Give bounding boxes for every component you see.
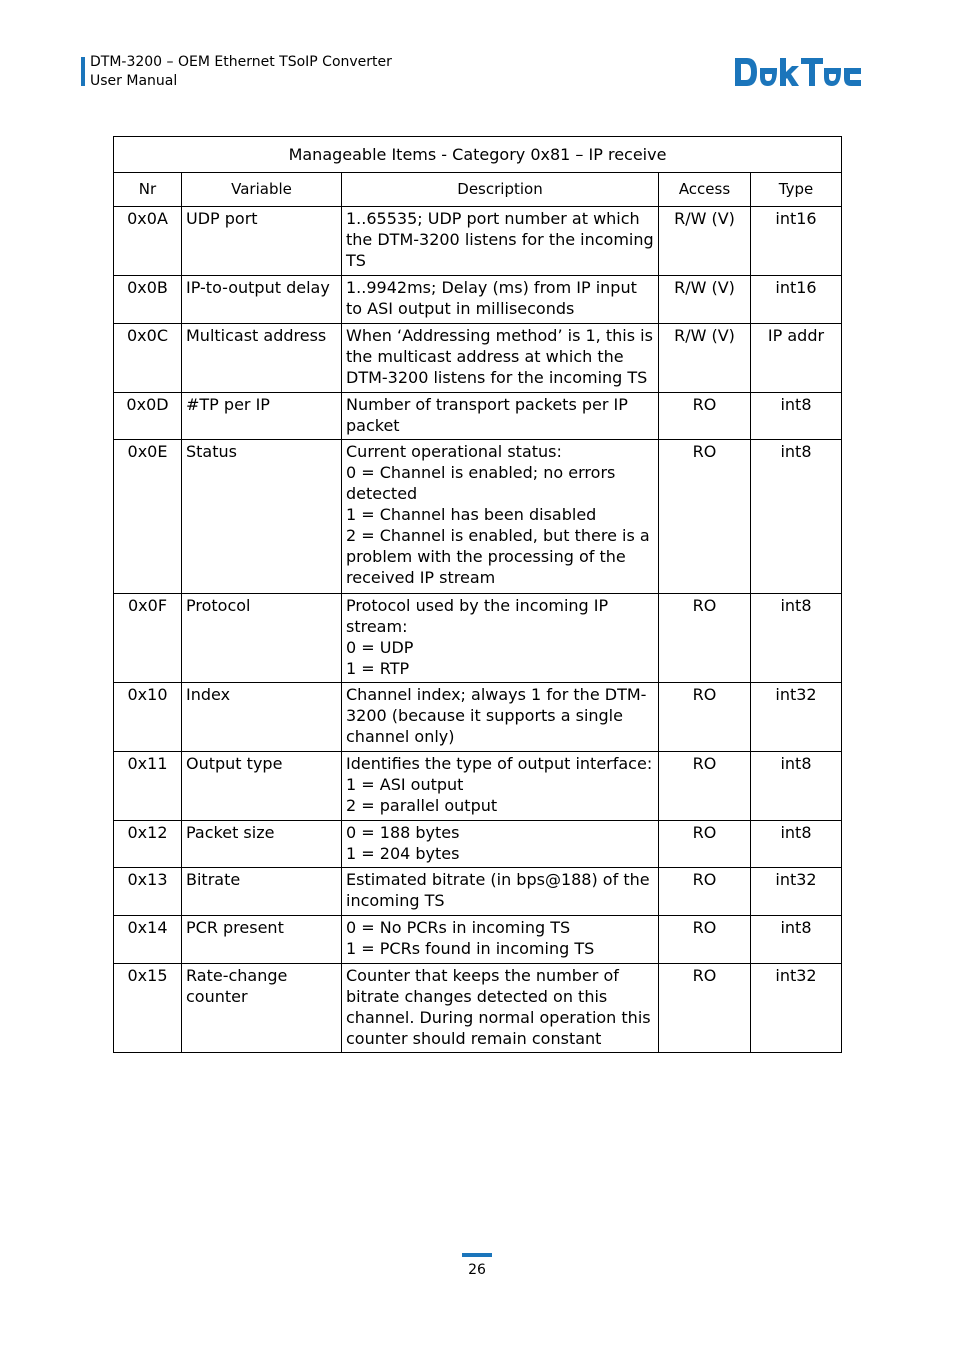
table-row [114,964,842,1053]
table-row [114,752,842,821]
cell-type: IP addr [751,324,842,393]
cell-access: RO [659,964,751,1053]
cell-description: Current operational status: 0 = Channel is enabled; no errors detected 1 = Channel has been disabled 2 = Channel is enabled, but there is a problem with the processing of the received IP stream [342,440,659,594]
table-row [114,683,842,752]
cell-access: RO [659,916,751,964]
cell-variable: Output type [182,752,342,821]
cell-type: int8 [751,393,842,440]
manageable-items-table [113,136,842,1053]
cell-access: R/W (V) [659,324,751,393]
cell-type: int8 [751,821,842,868]
cell-variable: Protocol [182,594,342,683]
cell-nr: 0x15 [114,964,182,1053]
table-row [114,868,842,916]
cell-type: int32 [751,683,842,752]
cell-type: int16 [751,276,842,324]
cell-nr: 0x0D [114,393,182,440]
cell-description: Identifies the type of output interface: 1 = ASI output 2 = parallel output [342,752,659,821]
dektec-logo [735,56,863,88]
cell-nr: 0x0C [114,324,182,393]
cell-access: RO [659,594,751,683]
cell-description: Counter that keeps the number of bitrate changes detected on this channel. During normal operation this counter should remain constant [342,964,659,1053]
cell-variable: IP-to-output delay [182,276,342,324]
column-header-type: Type [751,173,842,207]
cell-nr: 0x13 [114,868,182,916]
cell-nr: 0x0F [114,594,182,683]
column-header-access: Access [659,173,751,207]
table-row [114,594,842,683]
cell-description: 0 = No PCRs in incoming TS 1 = PCRs found in incoming TS [342,916,659,964]
table-row [114,440,842,594]
cell-variable: #TP per IP [182,393,342,440]
cell-nr: 0x10 [114,683,182,752]
cell-nr: 0x14 [114,916,182,964]
table-row [114,324,842,393]
cell-type: int32 [751,868,842,916]
table-row [114,207,842,276]
cell-access: RO [659,440,751,594]
cell-variable: UDP port [182,207,342,276]
cell-access: RO [659,752,751,821]
cell-description: Estimated bitrate (in bps@188) of the incoming TS [342,868,659,916]
cell-nr: 0x12 [114,821,182,868]
cell-type: int32 [751,964,842,1053]
cell-type: int16 [751,207,842,276]
cell-description: 1..65535; UDP port number at which the DTM-3200 listens for the incoming TS [342,207,659,276]
document-header [90,53,392,91]
cell-description: Number of transport packets per IP packet [342,393,659,440]
document-title: DTM-3200 – OEM Ethernet TSoIP Converter [90,54,392,70]
cell-access: RO [659,868,751,916]
cell-type: int8 [751,916,842,964]
column-header-nr: Nr [114,173,182,207]
cell-variable: PCR present [182,916,342,964]
table-row [114,393,842,440]
cell-type: int8 [751,440,842,594]
cell-variable: Rate-change counter [182,964,342,1053]
cell-description: When ‘Addressing method’ is 1, this is the multicast address at which the DTM-3200 listens for the incoming TS [342,324,659,393]
cell-type: int8 [751,752,842,821]
cell-nr: 0x11 [114,752,182,821]
cell-description: 0 = 188 bytes 1 = 204 bytes [342,821,659,868]
cell-description: Protocol used by the incoming IP stream: 0 = UDP 1 = RTP [342,594,659,683]
cell-nr: 0x0B [114,276,182,324]
page-number-accent [462,1253,492,1257]
cell-access: RO [659,821,751,868]
cell-variable: Index [182,683,342,752]
cell-variable: Bitrate [182,868,342,916]
cell-variable: Multicast address [182,324,342,393]
cell-nr: 0x0E [114,440,182,594]
column-header-variable: Variable [182,173,342,207]
cell-access: R/W (V) [659,207,751,276]
page-number: 26 [468,1262,486,1278]
header-accent-bar [81,57,85,86]
cell-access: R/W (V) [659,276,751,324]
document-subtitle: User Manual [90,73,178,89]
cell-access: RO [659,393,751,440]
cell-variable: Status [182,440,342,594]
cell-description: 1..9942ms; Delay (ms) from IP input to ASI output in milliseconds [342,276,659,324]
table-row [114,821,842,868]
column-header-description: Description [342,173,659,207]
cell-description: Channel index; always 1 for the DTM-3200 (because it supports a single channel only) [342,683,659,752]
cell-type: int8 [751,594,842,683]
table-row [114,276,842,324]
table-row [114,916,842,964]
table-title: Manageable Items - Category 0x81 – IP receive [114,137,842,173]
cell-access: RO [659,683,751,752]
cell-variable: Packet size [182,821,342,868]
cell-nr: 0x0A [114,207,182,276]
